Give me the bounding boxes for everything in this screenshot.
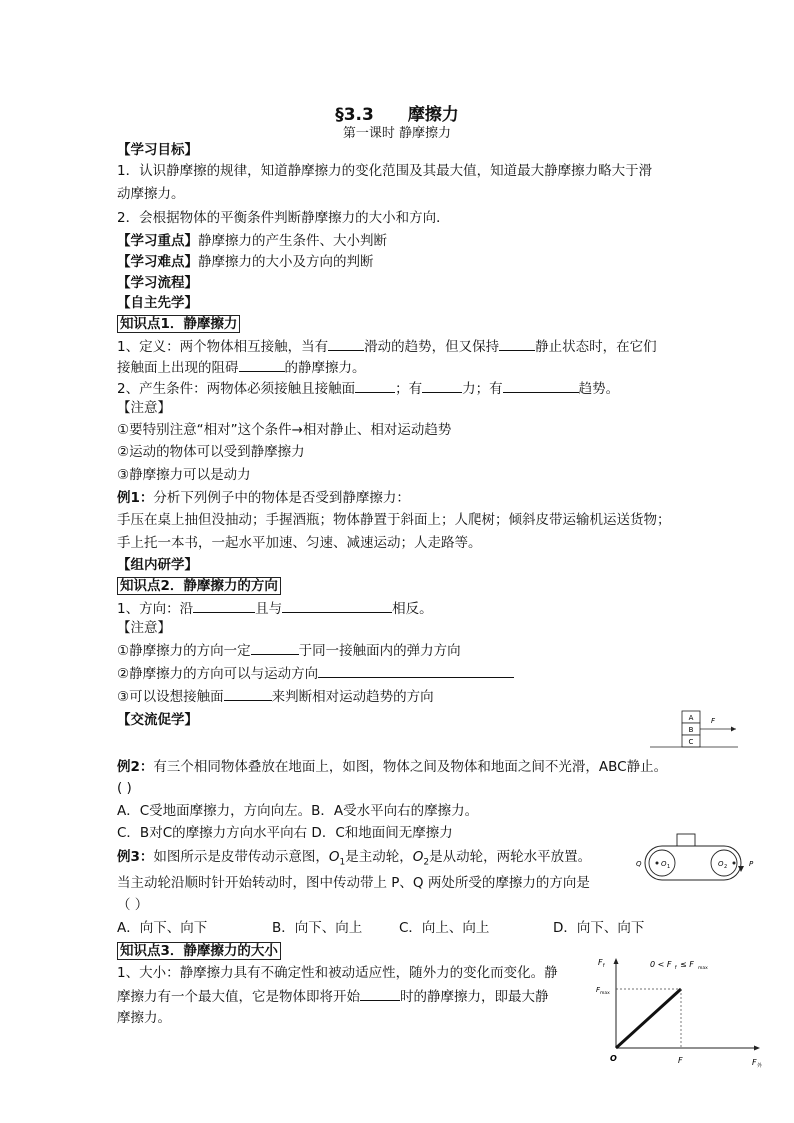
text: 是主动轮， (345, 849, 413, 865)
text: 接触面上出现的阻碍 (117, 360, 239, 376)
blank (282, 599, 392, 613)
text: ；有 (395, 381, 423, 397)
y-axis-label-sub: f (603, 963, 605, 969)
blank (251, 641, 299, 655)
self-study-heading: 【自主先学】 (117, 295, 198, 311)
blank (499, 337, 535, 351)
example-3-line-2: 当主动轮沿顺时针开始转动时，图中传动带上 P、Q 两处所受的摩擦力的方向是 (117, 875, 590, 891)
blank (360, 987, 400, 1001)
k1-definition (117, 337, 657, 356)
label-o2-sub: 2 (724, 864, 728, 870)
x-axis-label-sub: 外 (757, 1063, 763, 1069)
goal-2: 2．会根据物体的平衡条件判断静摩擦力的大小和方向． (117, 210, 450, 226)
axle-o2 (733, 862, 736, 865)
blank (355, 379, 395, 393)
text: 1、方向：沿 (117, 601, 194, 617)
k3-line-2 (117, 987, 549, 1006)
k1-heading-text: 知识点1．静摩擦力 (117, 315, 240, 333)
text: 时的静摩擦力，即最大静 (400, 989, 549, 1005)
static-friction-graph (588, 948, 768, 1073)
text: ③可以设想接触面 (117, 689, 224, 705)
y-max-label: F (596, 986, 601, 994)
example-3-label: 例3： (117, 849, 154, 865)
y-max-label-sub: max (600, 991, 610, 996)
example-2-paren: ( ) (117, 780, 132, 796)
flow-heading: 【学习流程】 (117, 275, 198, 291)
k1-note-1: ①要特别注意“相对”这个条件→相对静止、相对运动趋势 (117, 422, 452, 438)
text: 有三个相同物体叠放在地面上，如图，物体之间及物体和地面之间不光滑，ABC静止。 (153, 759, 668, 775)
difficult-text: 静摩擦力的大小及方向的判断 (198, 254, 374, 270)
k1-note-3: ③静摩擦力可以是动力 (117, 467, 251, 483)
blank (224, 687, 272, 701)
text: 如图所示是皮带传动示意图， (153, 849, 329, 865)
k1-note-2: ②运动的物体可以受到静摩擦力 (117, 444, 305, 460)
text: D．C和地面间无摩擦力 (311, 825, 453, 841)
text: 于同一接触面内的弹力方向 (298, 643, 461, 659)
text: 且与 (255, 601, 283, 617)
x-axis-label: F (752, 1058, 757, 1067)
label-c: C (688, 738, 694, 746)
goals-heading: 【学习目标】 (117, 142, 198, 158)
key-label: 【学习重点】 (117, 233, 198, 249)
k2-heading-text: 知识点2．静摩擦力的方向 (117, 577, 281, 595)
text: 2、产生条件：两物体必须接触且接触面 (117, 381, 356, 397)
group-study-heading: 【组内研学】 (117, 557, 198, 573)
origin-label: O (610, 1054, 617, 1063)
text: C．B对C的摩擦力方向水平向右 (117, 825, 308, 841)
friction-line (616, 989, 681, 1048)
k2-note-3 (117, 687, 434, 706)
text: 分析下列例子中的物体是否受到静摩擦力： (153, 490, 410, 506)
k1-definition-2 (117, 358, 366, 377)
k2-note-2 (117, 664, 514, 683)
range-label-le: ≤ F (680, 960, 694, 969)
k2-direction (117, 599, 433, 618)
text: C．向上、向上 (399, 920, 490, 936)
text: 摩擦力有一个最大值，它是物体即将开始 (117, 989, 360, 1005)
example-1 (117, 489, 410, 507)
text: A．C受地面摩擦力，方向向左。 (117, 803, 312, 819)
label-o1: O (661, 860, 667, 868)
section-name: 摩擦力 (407, 105, 459, 125)
goal-1a: 1．认识静摩擦的规律，知道静摩擦力的变化范围及其最大值，知道最大静摩擦力略大于滑 (117, 163, 653, 179)
label-q: Q (636, 860, 642, 868)
difficult-label: 【学习难点】 (117, 254, 198, 270)
k1-note: 【注意】 (117, 400, 171, 416)
blank (193, 599, 255, 613)
text: O (412, 849, 424, 865)
y-axis-label: F (598, 958, 603, 967)
range-label-sub: f (675, 965, 677, 971)
label-f: F (711, 717, 716, 725)
belt-drive-figure (632, 832, 760, 884)
y-axis-arrow-icon (614, 958, 619, 964)
label-b: B (688, 726, 694, 734)
blank (503, 379, 579, 393)
k3-line-3: 摩擦力。 (117, 1010, 171, 1026)
x-mark-label: F (678, 1056, 683, 1065)
example-3 (117, 848, 591, 872)
exchange-heading: 【交流促学】 (117, 712, 198, 728)
belt (645, 846, 741, 880)
x-axis-arrow-icon (754, 1046, 760, 1051)
k1-heading (117, 315, 240, 333)
blank (422, 379, 462, 393)
section-number: §3.3 (335, 105, 374, 125)
axle-o1 (656, 862, 659, 865)
label-o2: O (718, 860, 724, 868)
text: B．A受水平向右的摩擦力。 (311, 803, 479, 819)
text: 相反。 (392, 601, 433, 617)
arrowhead-icon (731, 727, 736, 732)
label-p: P (749, 860, 754, 868)
text: 力；有 (462, 381, 503, 397)
blank (328, 337, 364, 351)
k2-note: 【注意】 (117, 620, 171, 636)
example-3-paren: （ ） (117, 897, 149, 913)
text: A．向下、向下 (117, 920, 208, 936)
example-2-options-2 (117, 824, 453, 842)
example-2-label: 例2： (117, 759, 154, 775)
blank (318, 664, 514, 678)
text: D．向下、向下 (553, 920, 645, 936)
range-label: 0 < F (650, 960, 672, 969)
k3-heading (117, 942, 281, 960)
text: B．向下、向上 (272, 920, 363, 936)
text: ②静摩擦力的方向可以与运动方向 (117, 666, 319, 682)
k1-condition (117, 379, 619, 398)
range-label-max: max (698, 966, 708, 971)
k3-line-1: 1、大小：静摩擦力具有不确定性和被动适应性，随外力的变化而变化。静 (117, 965, 558, 981)
k2-note-1 (117, 641, 461, 660)
key-points (117, 232, 387, 250)
label-o1-sub: 1 (667, 864, 671, 870)
example-1-label: 例1： (117, 490, 154, 506)
label-a: A (688, 714, 694, 722)
text: 是从动轮，两轮水平放置。 (429, 849, 592, 865)
key-text: 静摩擦力的产生条件、大小判断 (198, 233, 387, 249)
example-2 (117, 758, 667, 776)
example-1-line-2: 手上托一本书，一起水平加速、匀速、减速运动；人走路等。 (117, 535, 482, 551)
text: 滑动的趋势，但又保持 (364, 339, 500, 355)
example-2-options-1 (117, 802, 478, 820)
text: 趋势。 (578, 381, 620, 397)
stacked-blocks-figure (648, 708, 740, 754)
text: 1、定义：两个物体相互接触，当有 (117, 339, 329, 355)
text: 的静摩擦力。 (284, 360, 366, 376)
text: O (328, 849, 340, 865)
example-1-line-1: 手压在桌上抽但没抽动；手握酒瓶；物体静置于斜面上；人爬树；倾斜皮带运输机运送货物； (117, 512, 671, 528)
text: 2 (423, 857, 430, 868)
k2-heading (117, 577, 281, 595)
goal-1b: 动摩擦力。 (117, 186, 185, 202)
page-subtitle: 第一课时 静摩擦力 (342, 126, 452, 141)
text: 来判断相对运动趋势的方向 (271, 689, 434, 705)
text: 静止状态时，在它们 (535, 339, 657, 355)
belt-load-box (677, 834, 695, 846)
k3-heading-text: 知识点3．静摩擦力的大小 (117, 942, 281, 960)
text: ①静摩擦力的方向一定 (117, 643, 251, 659)
blank (239, 358, 285, 372)
difficult-points (117, 253, 374, 271)
text: 1 (339, 857, 346, 868)
